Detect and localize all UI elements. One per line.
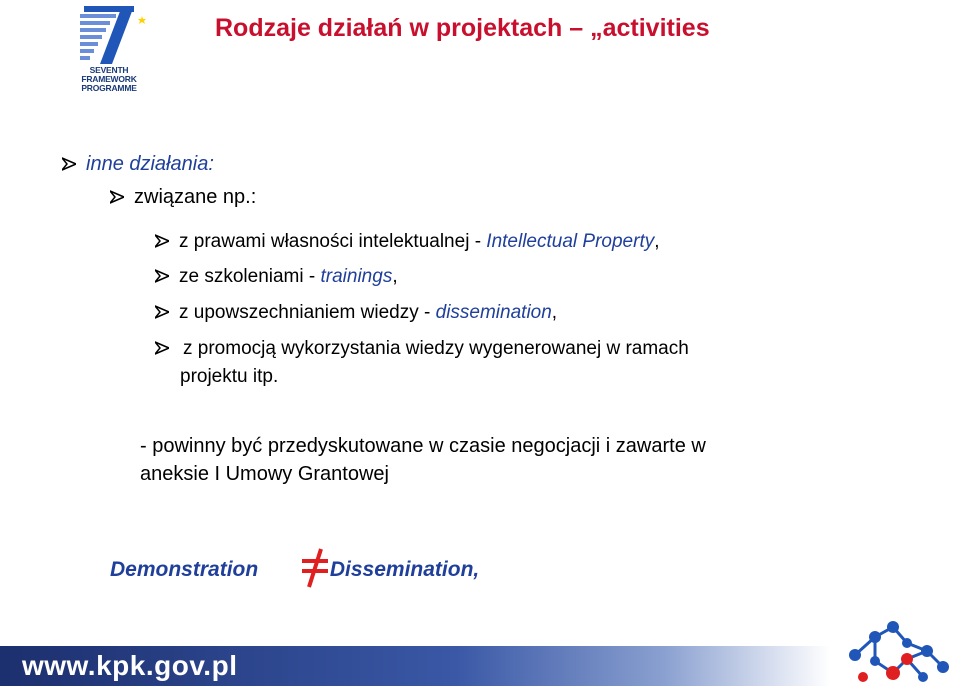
arrow-bullet-icon <box>62 157 76 171</box>
list-item-text: z upowszechnianiem wiedzy - <box>179 302 436 323</box>
comparison-right: Dissemination, <box>329 558 480 581</box>
comparison-row <box>110 558 479 582</box>
list-item-tail: , <box>551 302 558 323</box>
list-item-continuation: projektu itp. <box>180 366 279 387</box>
not-equal-icon <box>299 547 333 589</box>
arrow-bullet-icon <box>110 190 124 204</box>
arrow-bullet-icon <box>155 341 169 355</box>
list-item-tail: , <box>392 266 398 287</box>
list-item <box>155 302 557 324</box>
list-item-english: trainings <box>320 266 393 287</box>
list-item-text: z promocją wykorzystania wiedzy wygenerowanej w ramach <box>183 338 689 359</box>
arrow-bullet-icon <box>155 269 169 283</box>
bullet-inne <box>62 153 214 176</box>
arrow-bullet-icon <box>155 305 169 319</box>
logo-caption-line2: PROGRAMME <box>81 83 137 93</box>
logo-caption <box>62 66 156 93</box>
list-item-text: ze szkoleniami - <box>179 266 321 287</box>
list-item-tail: , <box>654 231 660 252</box>
page-title: Rodzaje działań w projektach – „activities <box>215 14 710 42</box>
list-item <box>155 266 398 288</box>
bullet-zwiazane <box>110 186 256 209</box>
list-item <box>155 338 689 360</box>
list-item-text: z prawami własności intelektualnej - <box>179 231 487 252</box>
note-line1: - powinny być przedyskutowane w czasie negocjacji i zawarte w <box>140 435 706 457</box>
list-item <box>155 231 660 253</box>
list-item-english: Intellectual Property <box>486 231 655 252</box>
logo-caption-line1: SEVENTH FRAMEWORK <box>81 65 137 84</box>
arrow-bullet-icon <box>155 234 169 248</box>
note-paragraph <box>140 432 706 488</box>
bullet-zwiazane-label: związane np.: <box>134 186 257 208</box>
comparison-left: Demonstration <box>110 558 259 581</box>
molecule-logo-icon <box>835 615 955 691</box>
bullet-inne-label: inne działania: <box>86 153 214 175</box>
note-line2: aneksie I Umowy Grantowej <box>140 463 389 485</box>
list-item-english: dissemination <box>435 302 552 323</box>
footer-url[interactable]: www.kpk.gov.pl <box>22 650 238 681</box>
